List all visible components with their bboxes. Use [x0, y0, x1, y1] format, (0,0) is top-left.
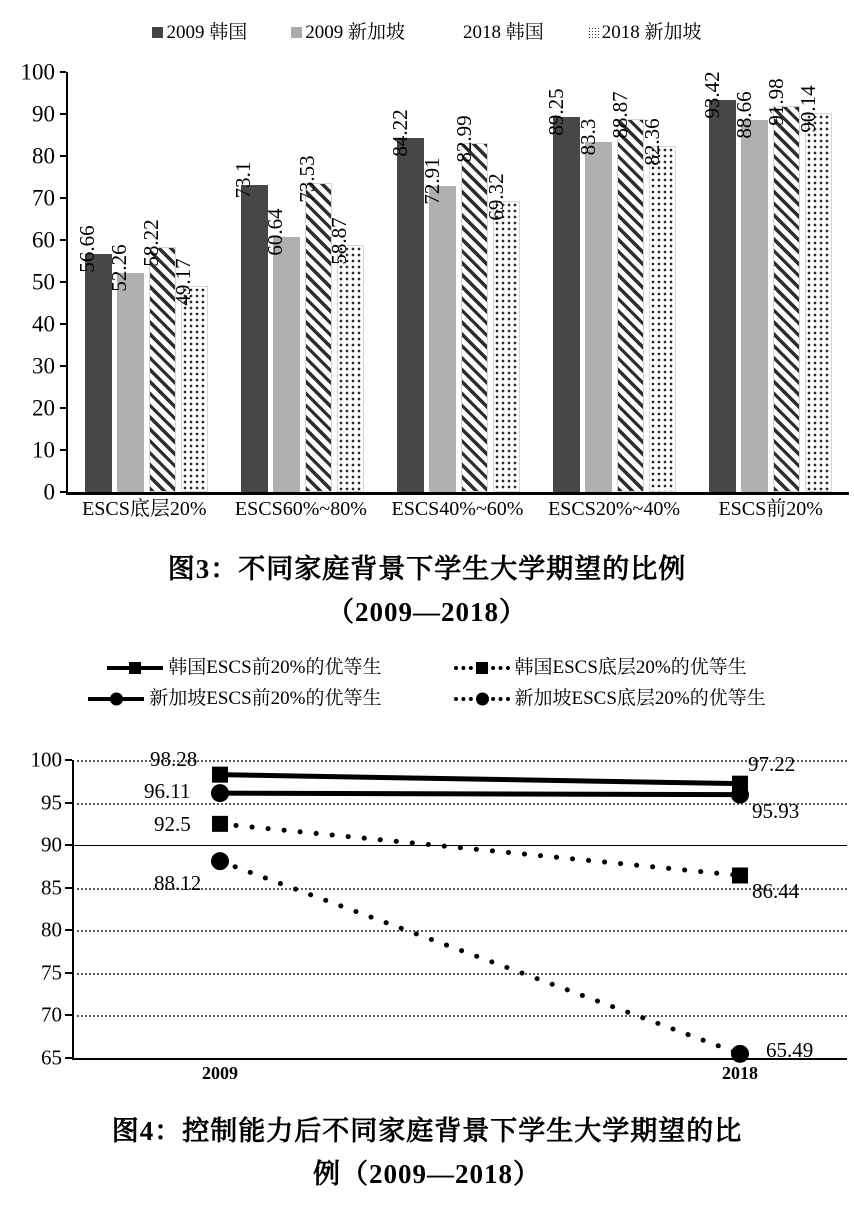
line-y-tick-mark — [65, 844, 72, 846]
bar-legend-label: 2009 新加坡 — [305, 21, 405, 43]
bar — [639, 118, 676, 492]
line-legend-label: 新加坡ESCS底层20%的优等生 — [514, 688, 766, 709]
line-legend-label: 韩国ESCS底层20%的优等生 — [514, 657, 747, 678]
figure-4-caption-line-2: 例（2009—2018） — [313, 1159, 541, 1189]
bar-value-label: 90.14 — [795, 85, 820, 134]
bar-value-label: 88.87 — [607, 91, 632, 139]
bar-y-tick-mark — [60, 197, 66, 199]
line-y-tick-mark — [65, 1014, 72, 1016]
bar — [171, 257, 208, 493]
legend-circle-marker-icon — [454, 692, 510, 706]
bar-x-tick-label: ESCS底层20% — [82, 498, 207, 520]
line-legend-row — [0, 658, 854, 677]
line-legend-row — [0, 689, 854, 708]
bar-value-label: 82.36 — [639, 118, 664, 166]
bar-y-tick-label: 70 — [32, 185, 55, 211]
bar-y-tick-label: 40 — [32, 311, 55, 337]
bar-legend-swatch-icon — [291, 27, 302, 38]
figure-3-caption-line-1: 图3：不同家庭背景下学生大学期望的比例 — [167, 554, 687, 584]
bar-x-tick-label: ESCS40%~60% — [391, 498, 524, 520]
bar-legend-swatch-icon — [588, 27, 599, 38]
line-y-tick-label: 95 — [41, 790, 62, 815]
bar-x-tick-label: ESCS60%~80% — [234, 498, 367, 520]
bar-chart-legend — [0, 18, 854, 46]
bar-legend-swatch-icon — [152, 27, 163, 38]
bar-legend-item — [449, 23, 544, 42]
bar-value-label: 73.53 — [295, 155, 320, 203]
legend-circle-marker-icon — [88, 692, 144, 706]
line-y-tick-label: 90 — [41, 832, 62, 857]
bar — [731, 91, 768, 492]
line-data-label: 65.49 — [766, 1037, 814, 1062]
line-legend-label: 新加坡ESCS前20%的优等生 — [149, 688, 382, 709]
bar-y-tick-label: 80 — [32, 143, 55, 169]
bar-legend-label: 2018 韩国 — [463, 21, 544, 43]
bar-value-label: 93.42 — [699, 71, 724, 119]
bar-value-label: 82.99 — [451, 115, 476, 164]
figure-3-caption — [0, 548, 854, 634]
bar-y-tick-mark — [60, 449, 66, 451]
line-y-tick-label: 65 — [41, 1045, 62, 1070]
bar-y-tick-mark — [60, 281, 66, 283]
bar — [763, 78, 800, 492]
bar-value-label: 89.25 — [543, 88, 568, 136]
bar-legend-label: 2009 韩国 — [166, 21, 248, 43]
bar-y-tick-mark — [60, 155, 66, 157]
line-legend-item — [88, 689, 381, 708]
bar-y-tick-mark — [60, 491, 66, 493]
figure-4-caption-line-1: 图4：控制能力后不同家庭背景下学生大学期望的比 — [111, 1116, 743, 1146]
line-data-label: 96.11 — [144, 779, 191, 804]
bar — [419, 157, 456, 492]
bar — [327, 217, 364, 492]
bar-legend-item — [291, 23, 405, 42]
line-y-tick-label: 100 — [30, 747, 62, 772]
line-y-tick-mark — [65, 887, 72, 889]
bar-value-label: 83.3 — [575, 118, 600, 156]
figure-3-bar-chart — [0, 0, 854, 545]
bar-value-label: 73.1 — [231, 161, 256, 199]
bar-y-tick-label: 50 — [32, 269, 55, 295]
line-x-tick-label: 2018 — [722, 1063, 758, 1083]
bar — [263, 208, 300, 492]
bar-y-tick-label: 10 — [32, 437, 55, 463]
bar — [543, 88, 580, 492]
line-data-label: 86.44 — [752, 879, 800, 904]
bar-legend-item — [152, 23, 247, 42]
line-legend-item — [454, 658, 747, 677]
line-data-label: 98.28 — [150, 746, 198, 771]
figure-4-caption — [0, 1110, 854, 1196]
figure-3-caption-line-2: （2009—2018） — [327, 597, 527, 627]
line-chart-plot-area — [30, 746, 847, 1083]
bar-legend-label: 2018 新加坡 — [601, 21, 702, 43]
bar-chart-plot-area — [20, 59, 849, 505]
bar-y-tick-mark — [60, 113, 66, 115]
line-y-tick-label: 75 — [41, 960, 62, 985]
line-x-tick-label: 2009 — [202, 1063, 238, 1083]
bar-value-label: 56.66 — [75, 225, 100, 273]
bar-group — [380, 72, 536, 492]
figure-4-line-chart — [0, 650, 854, 1100]
bar-value-label: 58.87 — [327, 217, 352, 265]
legend-square-marker-icon — [107, 661, 163, 675]
bar — [483, 173, 520, 492]
line-chart-series-paths — [72, 760, 847, 1060]
line-y-tick-label: 85 — [41, 875, 62, 900]
bar — [107, 243, 144, 492]
bar-chart-x-axis — [66, 492, 849, 495]
bar-value-label: 58.22 — [139, 219, 164, 268]
bar-value-label: 72.91 — [419, 157, 444, 205]
legend-square-marker-icon — [454, 661, 510, 675]
bar-y-tick-label: 60 — [32, 227, 55, 253]
line-legend-label: 韩国ESCS前20%的优等生 — [168, 657, 382, 678]
bar-legend-item — [588, 23, 702, 42]
line-y-tick-mark — [65, 972, 72, 974]
line-data-label: 88.12 — [154, 871, 202, 896]
line-y-tick-mark — [65, 929, 72, 931]
bar-y-tick-label: 100 — [20, 59, 55, 85]
bar-group — [537, 72, 693, 492]
line-y-tick-mark — [65, 759, 72, 761]
bar-chart-x-tick-labels — [66, 499, 849, 519]
bar-value-label: 69.32 — [483, 173, 508, 221]
bar-value-label: 52.26 — [107, 243, 132, 292]
line-y-tick-label: 80 — [41, 917, 62, 942]
line-y-tick-mark — [65, 1057, 72, 1059]
bar-value-label: 91.98 — [763, 78, 788, 126]
bar-group — [693, 72, 849, 492]
bar-x-tick-label: ESCS20%~40% — [548, 498, 681, 520]
bar-group — [68, 72, 224, 492]
bar — [575, 118, 612, 492]
bar-y-tick-label: 90 — [32, 101, 55, 127]
bar — [699, 71, 736, 492]
line-data-label: 92.5 — [154, 811, 191, 836]
bar-value-label: 49.17 — [171, 257, 196, 306]
bar-value-label: 88.66 — [731, 91, 756, 139]
line-legend-item — [107, 658, 381, 677]
line-chart-legend — [0, 658, 854, 720]
bar-y-tick-mark — [60, 365, 66, 367]
bar-y-tick-label: 30 — [32, 353, 55, 379]
bar — [795, 85, 832, 492]
bar-y-tick-label: 0 — [43, 479, 55, 505]
line-y-tick-label: 70 — [41, 1002, 62, 1027]
bar-x-tick-label: ESCS前20% — [718, 498, 823, 520]
bar-y-tick-mark — [60, 71, 66, 73]
line-legend-item — [454, 689, 766, 708]
bar-value-label: 84.22 — [387, 109, 412, 157]
bar-group — [224, 72, 380, 492]
line-data-label: 97.22 — [748, 751, 796, 776]
bar-y-tick-mark — [60, 323, 66, 325]
bar-value-label: 60.64 — [263, 208, 288, 256]
bar-y-tick-mark — [60, 239, 66, 241]
line-data-label: 95.93 — [752, 798, 800, 823]
bar-y-tick-mark — [60, 407, 66, 409]
bar-chart-bar-groups — [68, 72, 849, 492]
bar-y-tick-label: 20 — [32, 395, 55, 421]
line-y-tick-mark — [65, 802, 72, 804]
bar — [607, 91, 644, 492]
